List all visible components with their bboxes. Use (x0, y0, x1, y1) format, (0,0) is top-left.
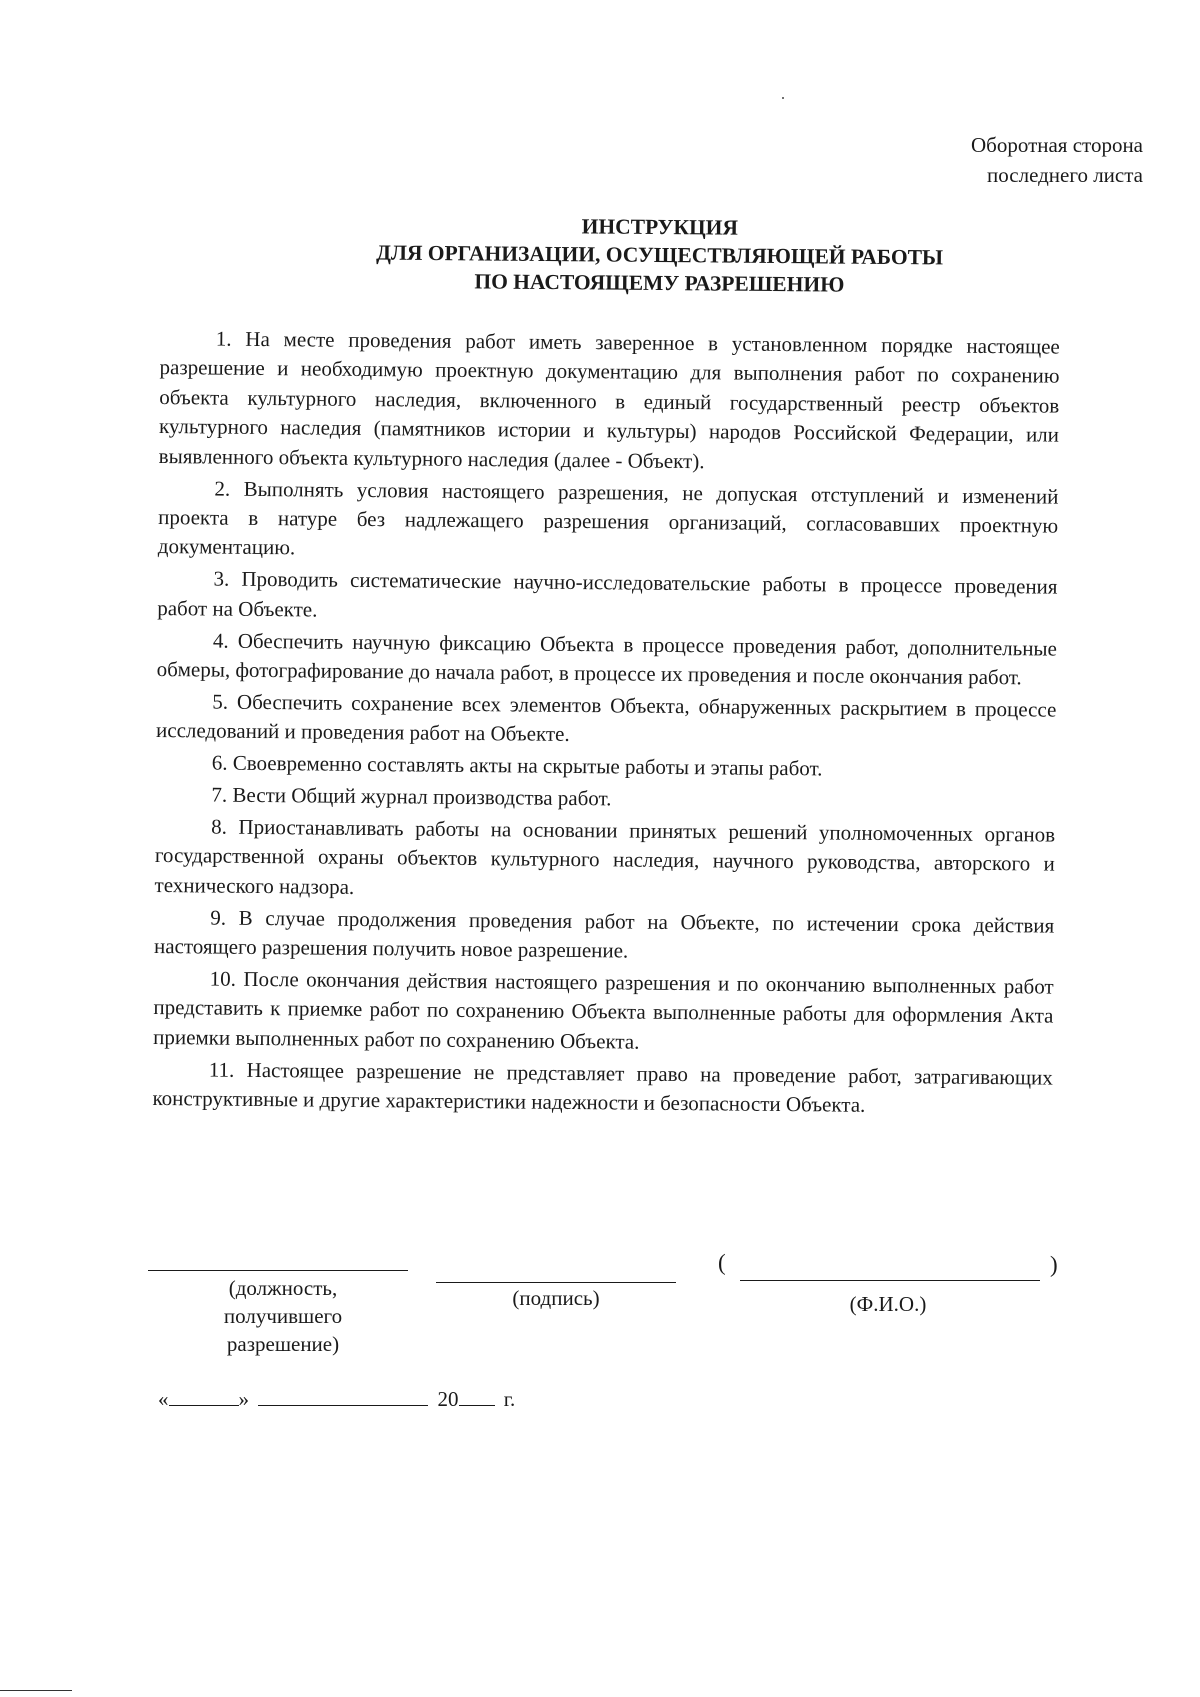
name-open-paren: ( (718, 1250, 726, 1275)
position-line (148, 1270, 408, 1271)
year-blank (459, 1385, 495, 1406)
document-title (259, 210, 1060, 301)
instruction-item-3: 3. Проводить систематические научно-исследовательские работы в процессе проведения работ на Объекте. (157, 566, 1058, 622)
instruction-list (152, 324, 1060, 1125)
instruction-item-11: 11. Настоящее разрешение не представляет право на проведение работ, затрагивающих конструктивные и другие характеристики надежности и безопасности Объекта. (152, 1057, 1053, 1117)
title-line-2: ДЛЯ ОРГАНИЗАЦИИ, ОСУЩЕСТВЛЯЮЩЕЙ РАБОТЫ (376, 240, 944, 270)
corner-note (971, 130, 1143, 190)
date-open-quote: « (158, 1387, 169, 1411)
instruction-item-9: 9. В случае продолжения проведения работ на Объекте, по истечении срока действия настоящего разрешения получить новое разрешение. (153, 905, 1055, 963)
instruction-item-5: 5. Обеспечить сохранение всех элементов Объекта, обнаруженных раскрытием в процессе исследований и проведения работ на Объекте. (155, 689, 1057, 747)
title-line-3: ПО НАСТОЯЩЕМУ РАЗРЕШЕНИЮ (474, 269, 845, 297)
date-line (158, 1385, 515, 1412)
name-close-paren: ) (1050, 1252, 1058, 1277)
signature-label: (подпись) (512, 1286, 600, 1310)
signature-line (436, 1282, 676, 1283)
position-label: (должность, получившего разрешение) (223, 1276, 343, 1356)
instruction-item-4: 4. Обеспечить научную фиксацию Объекта в процессе проведения работ, дополнительные обмеры, фотографирование до начала работ, в процессе их проведения и после окончания работ. (156, 628, 1058, 690)
month-blank (258, 1385, 428, 1406)
name-label: (Ф.И.О.) (849, 1292, 927, 1316)
instruction-item-1: 1. На месте проведения работ иметь заверенное в установленном порядке настоящее разрешение и необходимую проектную документацию для выполнения работ по сохранению объекта культурного наследия, включенного в единый государственный реестр объектов культурного наследия (памятников истории и культуры) народов Российской Федерации, или выявленного объекта культурного наследия (далее - Объект). (158, 326, 1060, 473)
instruction-item-6: 6. Своевременно составлять акты на скрытые работы и этапы работ. (211, 750, 823, 781)
scan-speck (782, 97, 784, 99)
scan-edge-mark (0, 1690, 72, 1691)
day-blank (169, 1385, 239, 1406)
instruction-item-10: 10. После окончания действия настоящего разрешения и по окончанию выполненных работ представить к приемке работ по сохранению Объекта выполненные работы для оформления Акта приемки выполненных работ по сохранению Объекта. (153, 966, 1054, 1054)
name-line (740, 1280, 1040, 1281)
corner-note-line-2: последнего листа (987, 163, 1143, 187)
date-close-quote: » (238, 1387, 249, 1411)
year-prefix: 20 (437, 1387, 459, 1411)
year-suffix: г. (503, 1387, 516, 1411)
corner-note-line-1: Оборотная сторона (971, 133, 1143, 157)
title-line-1: ИНСТРУКЦИЯ (581, 214, 739, 240)
instruction-item-8: 8. Приостанавливать работы на основании принятых решений уполномоченных органов государственной охраны объектов культурного наследия, научного руководства, авторского и технического надзора. (154, 814, 1056, 899)
instruction-item-7: 7. Вести Общий журнал производства работ. (211, 782, 612, 811)
instruction-item-2: 2. Выполнять условия настоящего разрешения, не допуская отступлений и изменений проекта в натуре без надлежащего разрешения организаций, согласовавших проектную документацию. (157, 476, 1059, 560)
